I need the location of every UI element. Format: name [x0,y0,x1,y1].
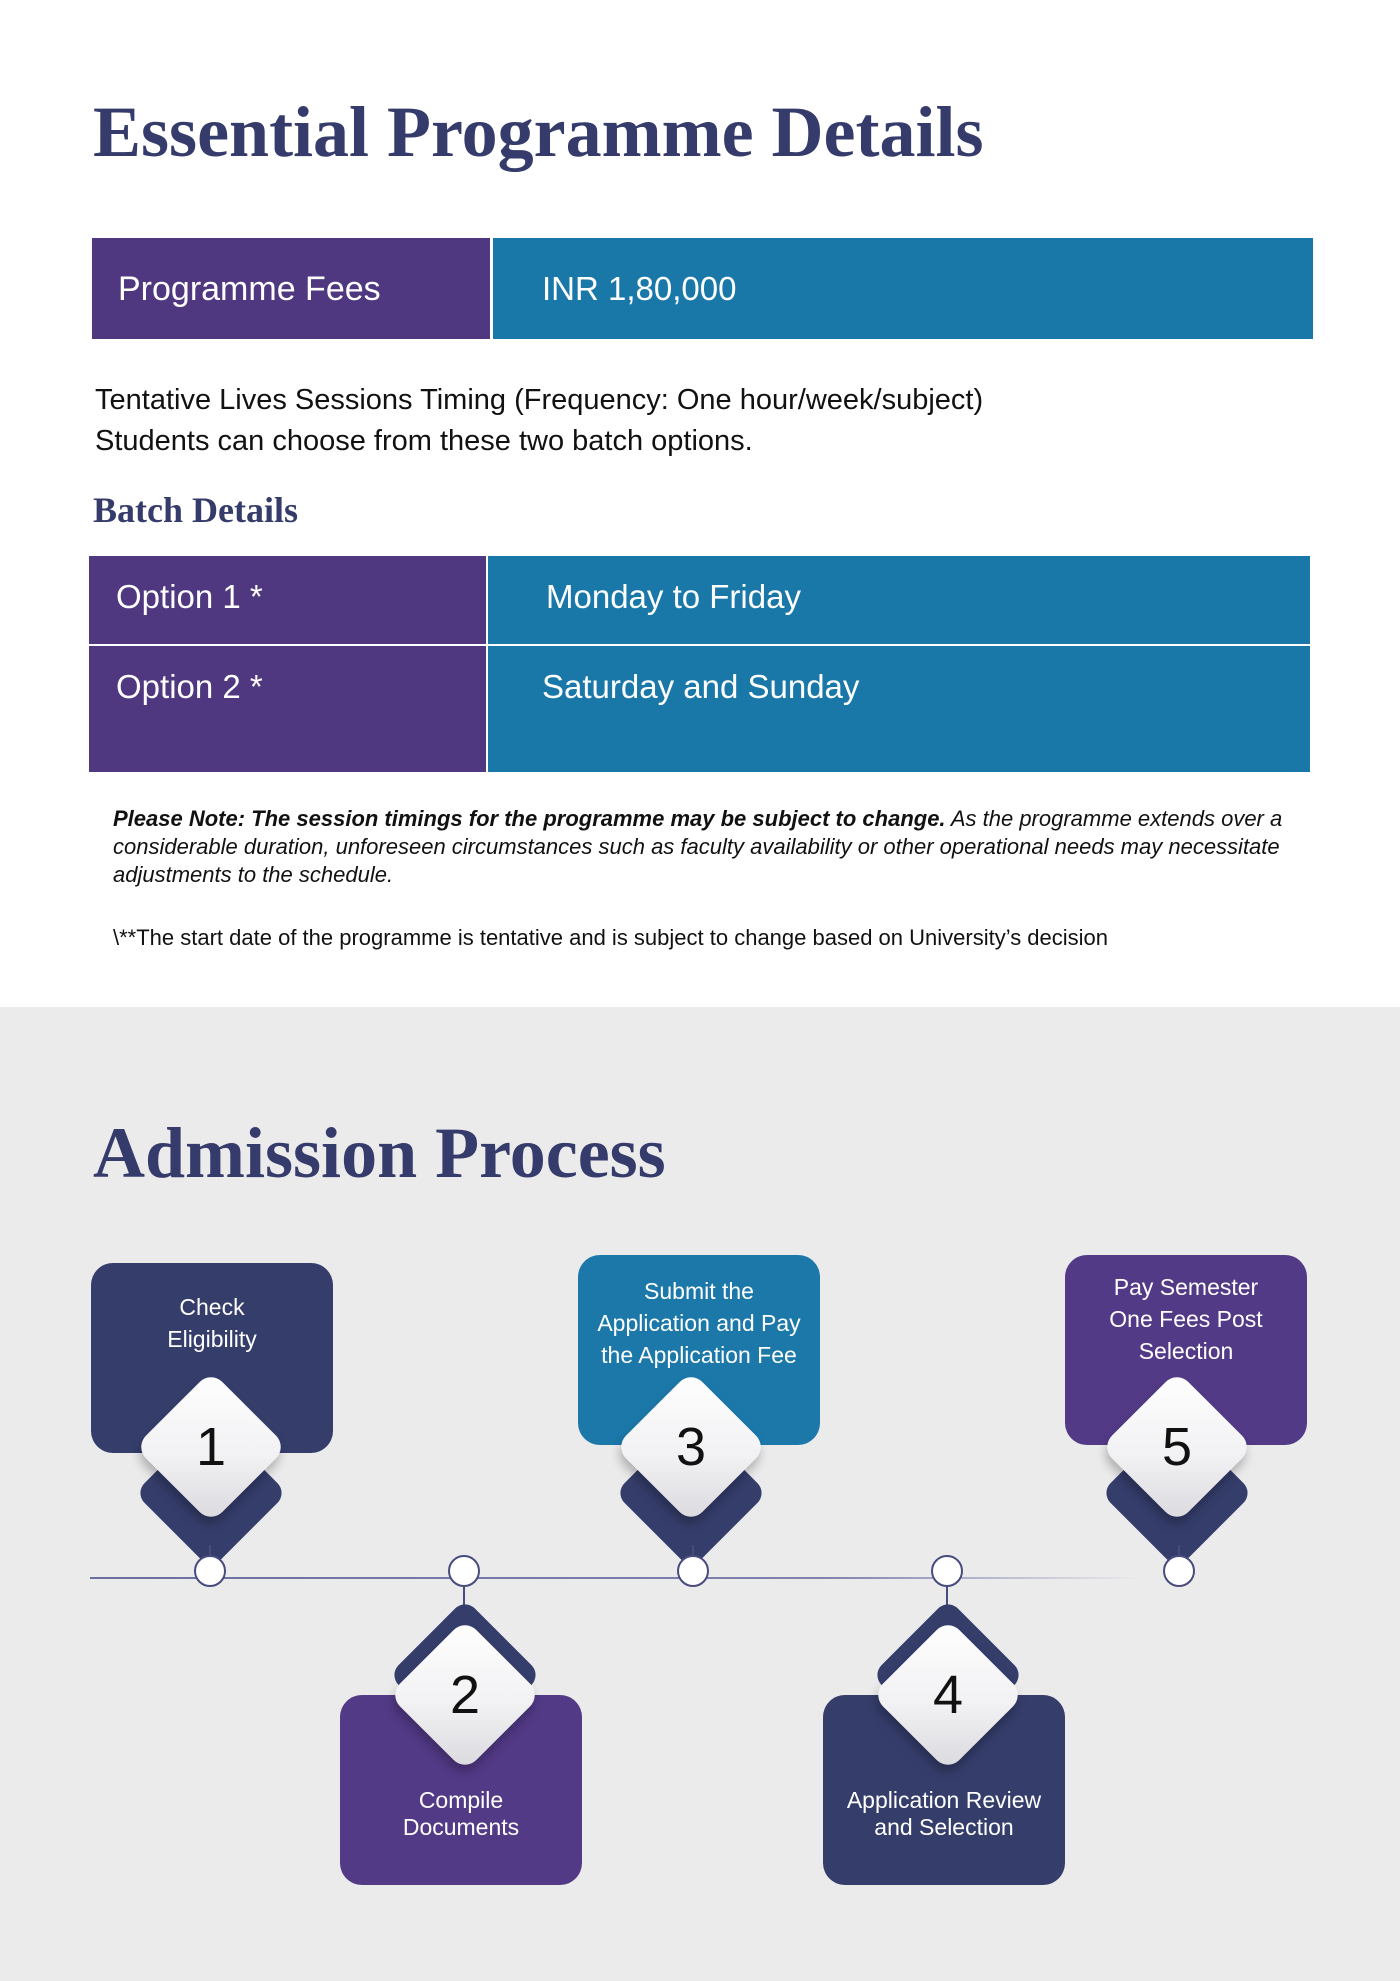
note-text: As the programme extends over a considerable duration, unforeseen circumstances such as faculty availability or other operational needs may necessitate adjustments to the schedule. [113,806,1283,887]
step-number-2: 2 [449,1665,481,1725]
step-text: Application Review [846,1787,1042,1813]
step-number-4: 4 [932,1665,964,1725]
timeline-node-4 [931,1555,963,1587]
step-text: Application and Pay [597,1310,801,1336]
batch-option: Option 1 * [89,556,488,644]
fees-value: INR 1,80,000 [493,238,1313,339]
step-number-5: 5 [1161,1417,1193,1477]
batch-option: Option 2 * [89,646,488,772]
batch-details-heading: Batch Details [93,490,298,530]
step-text: the Application Fee [601,1342,797,1368]
step-text: Selection [1138,1338,1234,1364]
step-text: Pay Semester [1113,1274,1259,1300]
timeline-node-1 [194,1555,226,1587]
table-row [89,644,1310,772]
table-row [89,556,1310,644]
session-intro [95,380,983,462]
step-text: Check [179,1294,245,1320]
intro-line: Tentative Lives Sessions Timing (Frequency: One hour/week/subject) [95,384,984,416]
step-number-1: 1 [195,1417,227,1477]
step-text: Submit the [644,1278,754,1304]
step-text: One Fees Post [1109,1306,1263,1332]
step-text: and Selection [874,1814,1014,1840]
connector [946,1585,948,1605]
timeline-line [90,1577,1140,1579]
intro-line: Students can choose from these two batch options. [95,425,753,457]
batch-table [89,556,1310,772]
note-bold: Please Note: The session timings for the programme may be subject to change. [113,806,946,831]
step-number-3: 3 [675,1417,707,1477]
timeline-node-2 [448,1555,480,1587]
connector [463,1585,465,1605]
please-note [113,805,1318,889]
fees-row [92,238,1313,339]
timeline-node-5 [1163,1555,1195,1587]
timeline-node-3 [677,1555,709,1587]
start-date-footnote: \**The start date of the programme is tentative and is subject to change based on University’s decision [113,925,1109,950]
step-text: Compile [418,1787,504,1813]
fees-label: Programme Fees [92,238,490,339]
step-text: Eligibility [167,1326,257,1352]
batch-days: Saturday and Sunday [488,646,1310,772]
step-text: Documents [402,1814,520,1840]
admission-heading: Admission Process [93,1113,666,1193]
batch-days: Monday to Friday [488,556,1310,644]
page-title: Essential Programme Details [93,92,984,172]
